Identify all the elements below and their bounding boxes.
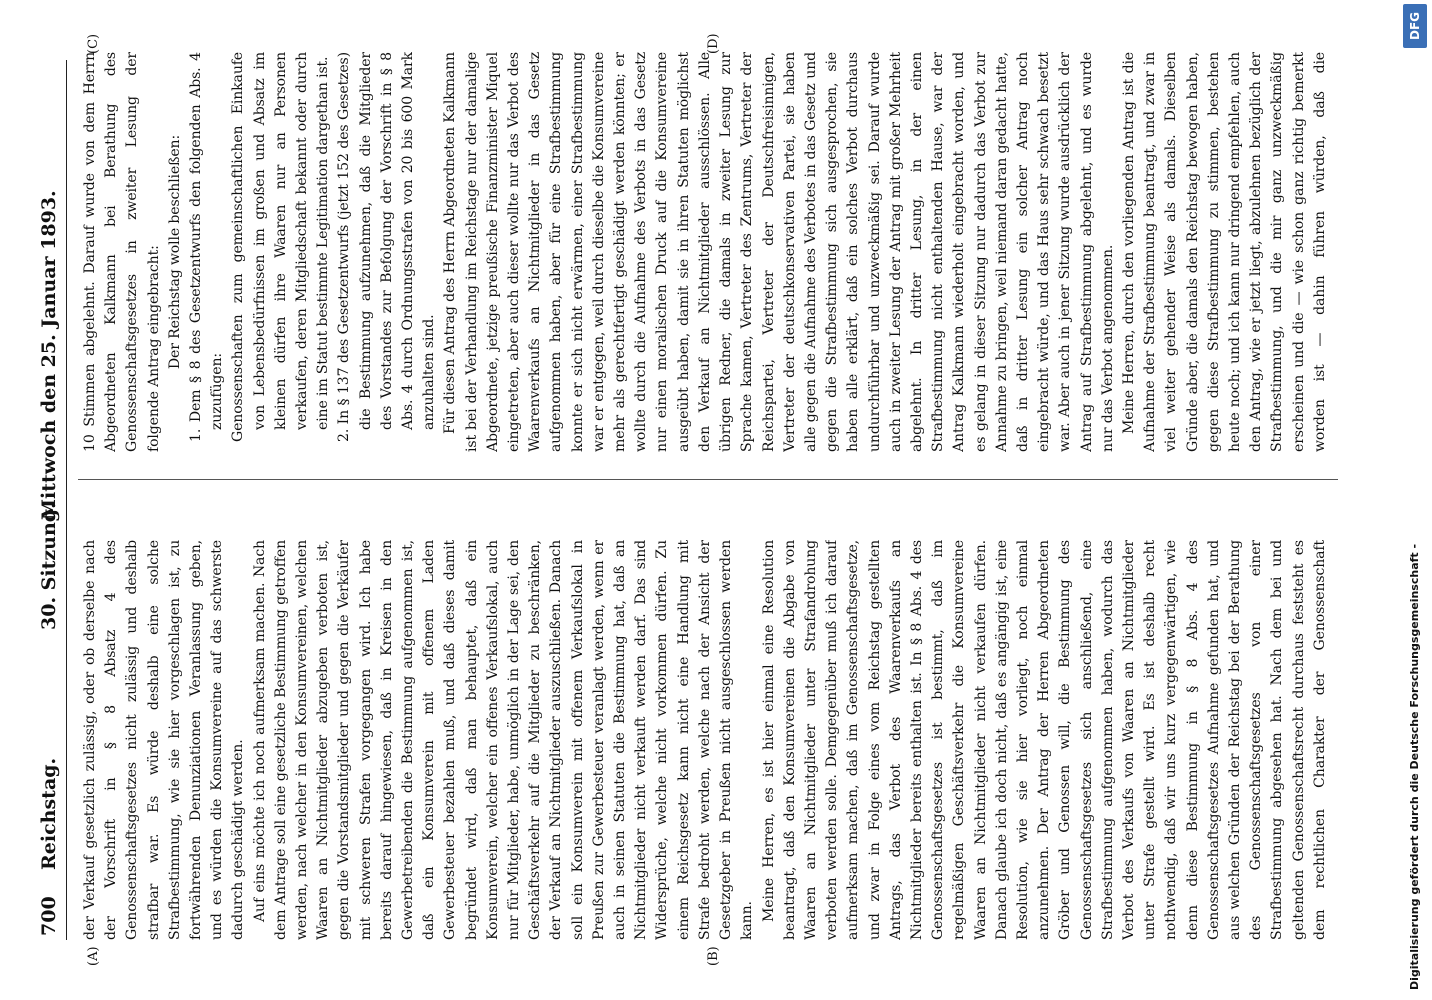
paragraph: Meine Herren, durch den vorliegenden Antrag ist die Aufnahme der Strafbestimmung beantragt, und zwar in viel weiter gehender Weise als damals. Dieselben Gründe aber, die damals den Reichstag bewogen haben, gegen diese Strafbestimmung zu stimmen, bestehen heute noch; und ich kann nur dringend empfehlen, auch den Antrag, wie er jetzt liegt, abzulehnen bezüglich der Strafbestimmung, und die mir ganz unzweckmäßig erscheinen und die — wie schon ganz richtig bemerkt worden ist — dahin führen würden, daß die [1120,52,1328,452]
dfg-logo: DFG [1403,4,1427,48]
header-publication: Reichstag. [38,757,60,870]
header-session: 30. Sitzung. [38,502,60,630]
motion-heading: Der Reichstag wolle beschließen: [166,134,183,370]
margin-mark-b: (B) [706,946,721,966]
footer-credit: Digitalisierung gefördert durch die Deutsche Forschungsgemeinschaft - [1408,543,1421,990]
digitization-footer [1398,0,1432,1000]
margin-mark-a: (A) [86,946,101,966]
running-header [38,60,67,940]
motion-item: 1. Dem § 8 des Gesetzentwurfs den folgenden Abs. 4 zuzufügen: [188,52,226,442]
motion-text: Genossenschaften zum gemeinschaftlichen Einkaufe von Lebensbedürfnissen im großen und Absatz im kleinen dürfen ihre Waaren nur an Personen verkaufen, deren Mitgliedschaft bekannt oder durch eine im Statut bestimmte Legitimation dargethan ist. [230,52,332,442]
column-divider [78,479,1338,480]
margin-mark-c: (C) [86,33,101,54]
paragraph: Für diesen Antrag des Herrn Abgeordneten Kalkmann ist bei der Verhandlung im Reichstage nur der damalige Abgeordnete, jetzige preußische Finanzminister Miquel eingetreten, aber auch dieser wollte nur das Verbot des Waarenverkaufs an Nichtmitglieder in das Gesetz aufgenommen haben, aber für eine Strafbestimmung konnte er sich nicht erwärmen, einer Strafbestimmung war er entgegen, weil durch dieselbe die Konsumvereine mehr als gerechtfertigt geschädigt werden könnten; er wollte durch die Aufnahme des Verbots in das Gesetz nur einen moralischen Druck auf die Konsumvereine ausgeübt haben, damit sie in ihren Statuten möglichst den Verkauf an Nichtmitglieder ausschlössen. Alle übrigen Redner, die damals in zweiter Lesung zur Sprache kamen, Vertreter des Zentrums, Vertreter der Reichspartei, Vertreter der Deutschfreisinnigen, Vertreter der deutschkonservativen Partei, sie haben alle gegen die Aufnahme des Verbotes in das Gesetz und gegen die Strafbestimmung sich ausgesprochen, sie haben alle erklärt, daß ein solches Verbot durchaus undurchführbar und unzweckmäßig sei. Darauf wurde auch in zweiter Lesung der Antrag mit großer Mehrheit abgelehnt. In dritter Lesung, in der einen Strafbestimmung nicht enthaltenden Hause, war der Antrag Kalkmann wiederholt eingebracht worden, und es gelang in dieser Sitzung nur dadurch das Verbot zur Annahme zu bringen, weil niemand daran gedacht hatte, daß in dritter Lesung ein solcher Antrag noch eingebracht würde, und das Haus sehr schwach besetzt war. Aber auch in jener Sitzung wurde ausdrücklich der Antrag auf Strafbestimmung abgelehnt, und es wurde nur das Verbot angenommen. [442,52,1116,452]
paragraph: Meine Herren, es ist hier einmal eine Resolution beantragt, daß den Konsumvereinen die Abgabe von Waaren an Nichtmitglieder unter Strafandrohung verboten werden solle. Demgegenüber muß ich darauf aufmerksam machen, daß im Genossenschaftsgesetze, und zwar in Folge eines vom Reichstag gestellten Antrags, das Verbot des Waarenverkaufs an Nichtmitglieder bereits enthalten ist. In § 8 Abs. 4 des Genossenschaftsgesetzes ist bestimmt, daß im regelmäßigen Geschäftsverkehr die Konsumvereine Waaren an Nichtmitglieder nicht verkaufen dürfen. Danach glaube ich doch nicht, daß es angängig ist, eine Resolution, wie sie hier vorliegt, noch einmal anzunehmen. Der Antrag der Herren Abgeordneten Gröber und Genossen will, die Bestimmung des Genossenschaftsgesetzes sich anschließend, eine Strafbestimmung aufgenommen haben, wodurch das Verbot des Verkaufs von Waaren an Nichtmitglieder unter Strafe gestellt wird. Es ist deshalb recht nothwendig, daß wir uns kurz vergegenwärtigen, wie denn diese Bestimmung in § 8 Abs. 4 des Genossenschaftsgesetzes Aufnahme gefunden hat, und aus welchen Gründen der Reichstag bei der Berathung des Genossenschaftsgesetzes von einer Strafbestimmung abgesehen hat. Nach dem bei und geltenden Genossenschaftsrecht durchaus feststeht es dem rechtlichen Charakter der Genossenschaft [760,540,1328,940]
motion-item: 2. In § 137 des Gesetzentwurfs (jetzt 152 des Gesetzes) die Bestimmung aufzunehmen, daß die Mitglieder des Vorstandes zur Befolgung der Vorschrift in § 8 Abs. 4 durch Ordnungsstrafen von 20 bis 600 Mark anzuhalten sind. [336,52,438,442]
left-text-column [80,540,1330,940]
paragraph: 10 Stimmen abgelehnt. Darauf wurde von dem Herrn Abgeordneten Kalkmann bei Berathung des Genossenschaftsgesetzes in zweiter Lesung der folgende Antrag eingebracht: [82,52,162,452]
header-date: Mittwoch den 25. Januar 1893. [38,190,60,520]
paragraph: Auf eins möchte ich noch aufmerksam machen. Nach dem Antrage soll eine gesetzliche Bestimmung getroffen werden, nach welcher in den Konsumvereinen, welchen Waaren an Nichtmitglieder abzugeben verboten ist, gegen die Vorstandsmitglieder und gegen die Verkäufer mit schweren Strafen vorgegangen wird. Ich habe bereits darauf hingewiesen, daß in Kreisen in den Gewerbetreibenden die Bestimmung aufgenommen ist, daß ein Konsumverein mit offenem Laden Gewerbesteuer bezahlen muß, und daß dieses damit begründet wird, daß man behauptet, daß ein Konsumverein, welcher ein offenes Verkaufslokal, auch nur für Mitglieder, habe, unmöglich in der Lage sei, den Geschäftsverkehr auf die Mitglieder zu beschränken, der Verkauf an Nichtmitglieder auszuschließen. Danach soll ein Konsumverein mit offenem Verkaufslokal in Preußen zur Gewerbesteuer veranlagt werden, wenn er auch in seinen Statuten die Bestimmung hat, daß an Nichtmitglieder nicht verkauft werden darf. Das sind Widersprüche, welche nicht vorkommen dürfen. Zu einem Reichsgesetz kann nicht eine Handlung mit Strafe bedroht werden, welche nach der Ansicht der Gesetzgeber in Preußen nicht ausgeschlossen werden kann. [251,540,756,940]
margin-mark-d: (D) [706,33,721,54]
right-text-column [80,52,1330,452]
page-number: 700 [38,896,60,936]
paragraph: der Verkauf gesetzlich zulässig, oder ob derselbe nach der Vorschrift in § 8 Absatz 4 des Genossenschaftsgesetzes nicht zulässig und deshalb strafbar war. Es würde deshalb eine solche Strafbestimmung, wie sie hier vorgeschlagen ist, zu fortwährenden Denunziationen Veranlassung geben, und es würden die Konsumvereine auf das schwerste dadurch geschädigt werden. [82,540,247,940]
